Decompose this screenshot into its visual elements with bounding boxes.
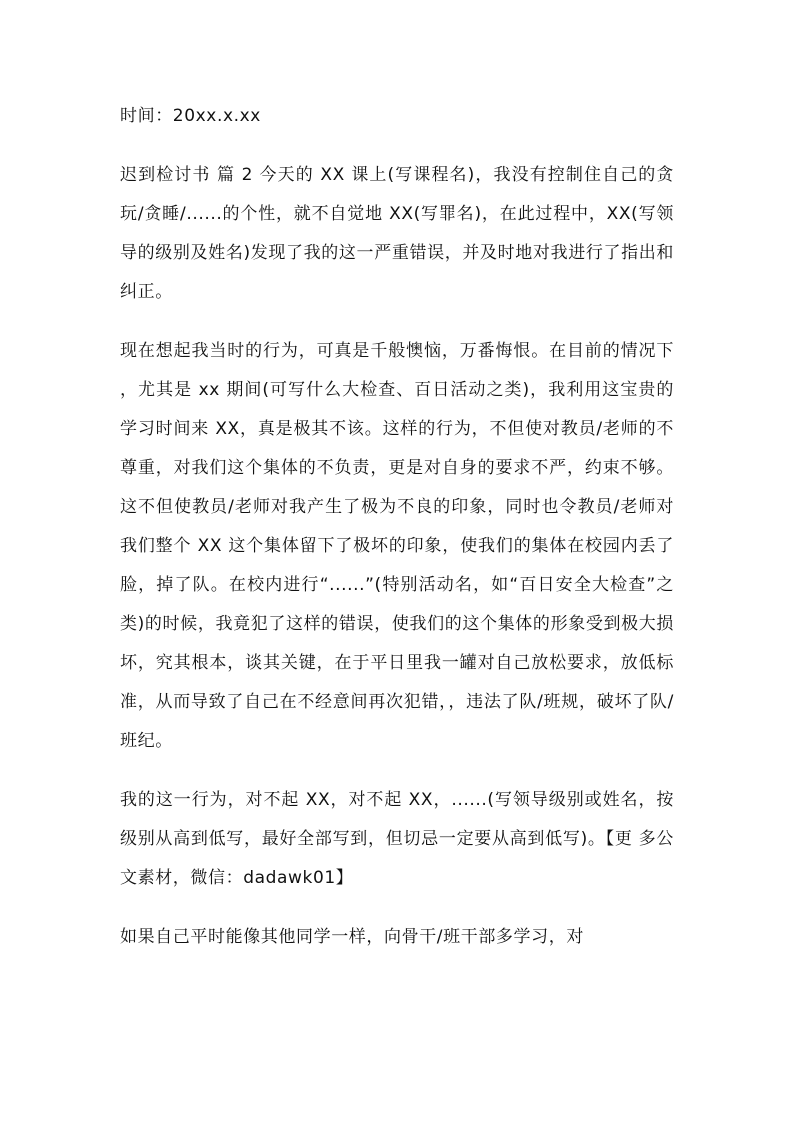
paragraph-reflection: 现在想起我当时的行为，可真是千般懊恼，万番悔恨。在目前的情况下，尤其是 xx 期间(可写什么大检查、百日活动之类)，我利用这宝贵的学习时间来 XX，真是极其不该。这样的行为，不但使对教员/老师的不尊重，对我们这个集体的不负责，更是对自身的要求不严，约束不够。这不但使教员/老师对我产生了极为不良的印象，同时也令教员/老师对我们整个 XX 这个集体留下了极坏的印象，使我们的集体在校园内丢了脸，掉了队。在校内进行“......”(特别活动名，如“百日安全大检查”之类)的时候，我竟犯了这样的错误，使我们的这个集体的形象受到极大损坏，究其根本，谈其关键，在于平日里我一罐对自己放松要求，放低标准，从而导致了自己在不经意间再次犯错，，违法了队/班规，破坏了队/班纪。: [120, 341, 674, 751]
paragraph-continued: 如果自己平时能像其他同学一样，向骨干/班干部多学习，对: [120, 927, 584, 947]
paragraph-intro: 迟到检讨书 篇 2 今天的 XX 课上(写课程名)，我没有控制住自己的贪玩/贪睡/......的个性，就不自觉地 XX(写罪名)，在此过程中，XX(写领导的级别及姓名)发现了我的这一严重错误，并及时地对我进行了指出和纠正。: [120, 165, 674, 302]
date-line: 时间：20xx.x.xx: [120, 106, 261, 126]
document-body: [120, 97, 674, 977]
paragraph-apology: 我的这一行为，对不起 XX，对不起 XX，......(写领导级别或姓名，按级别从高到低写，最好全部写到，但切忌一定要从高到低写)。【更 多公文素材，微信：dadawk01】: [120, 790, 674, 888]
